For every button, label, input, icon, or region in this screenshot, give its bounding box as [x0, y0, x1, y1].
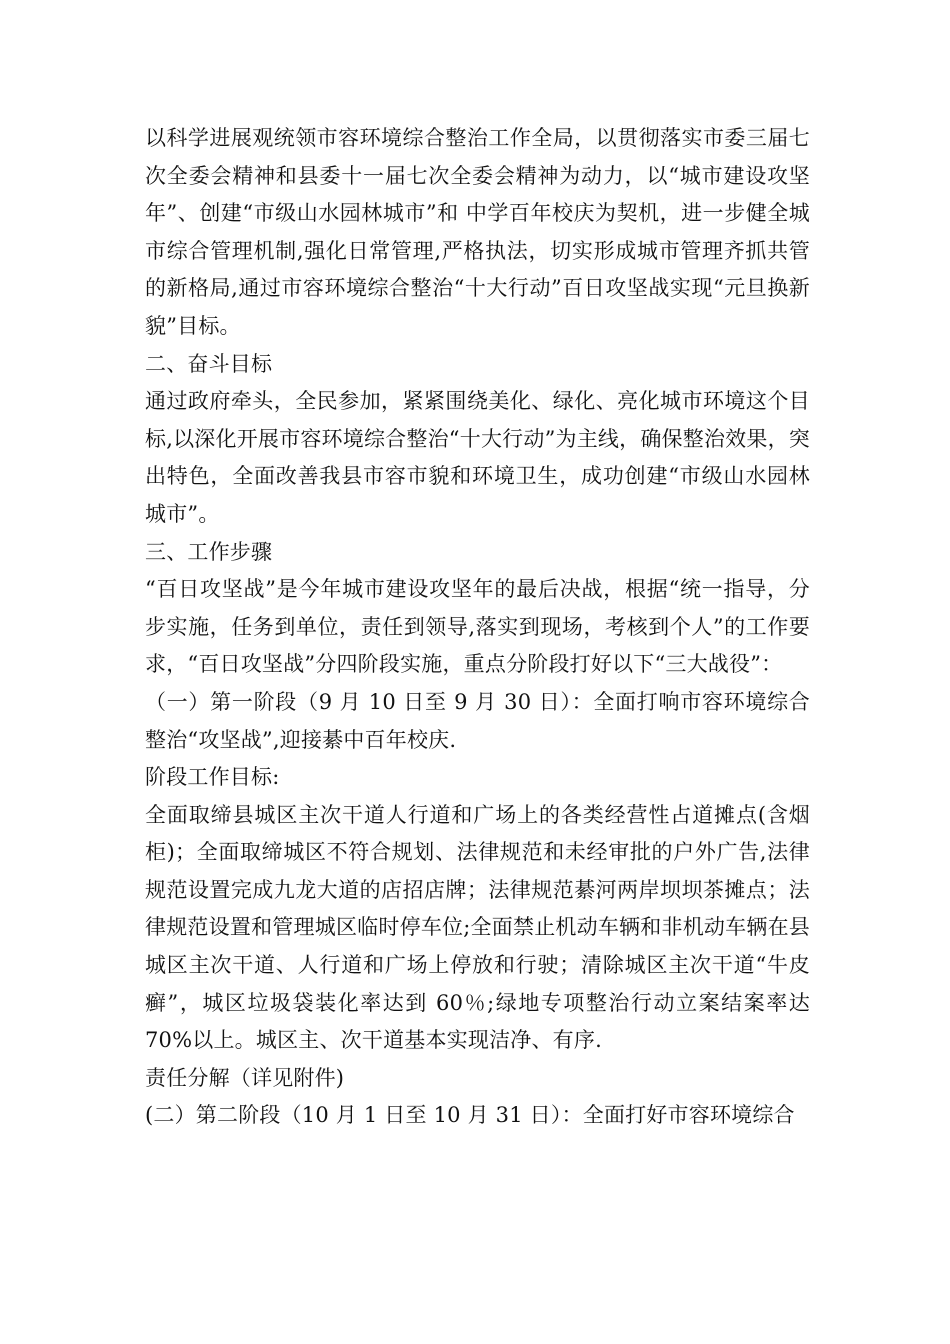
paragraph-phase-one: （一）第一阶段（9 月 10 日至 9 月 30 日）：全面打响市容环境综合整治“攻坚战”,迎接綦中百年校庆. [145, 689, 810, 752]
paragraph-phase-goals: 全面取缔县城区主次干道人行道和广场上的各类经营性占道摊点(含烟柜)；全面取缔城区不符合规划、法律规范和未经审批的户外广告,法律规范设置完成九龙大道的店招店牌；法律规范綦河两岸坝坝茶摊点；法律规范设置和管理城区临时停车位;全面禁止机动车辆和非机动车辆在县城区主次干道、人行道和广场上停放和行驶；清除城区主次干道“牛皮癣”，城区垃圾袋装化率达到 60％;绿地专项整治行动立案结案率达 70%以上。城区主、次干道基本实现洁净、有序. [145, 802, 810, 1053]
paragraph-phase-two: (二）第二阶段（10 月 1 日至 10 月 31 日）：全面打好市容环境综合 [145, 1103, 795, 1128]
paragraph-responsibility: 责任分解（详见附件) [145, 1065, 345, 1090]
heading-steps: 三、工作步骤 [145, 539, 273, 564]
document-body [145, 120, 810, 1135]
heading-phase-goals: 阶段工作目标: [145, 765, 280, 790]
paragraph-intro: 以科学进展观统领市容环境综合整治工作全局，以贯彻落实市委三届七次全委会精神和县委十一届七次全委会精神为动力，以“城市建设攻坚年”、创建“市级山水园林城市”和 中学百年校庆为契机，进一步健全城市综合管理机制,强化日常管理,严格执法，切实形成城市管理齐抓共管的新格局,通过市容环境综合整治“十大行动”百日攻坚战实现“元旦换新貌”目标。 [145, 126, 810, 338]
paragraph-goals: 通过政府牵头，全民参加，紧紧围绕美化、绿化、亮化城市环境这个目标,以深化开展市容环境综合整治“十大行动”为主线，确保整治效果，突出特色，全面改善我县市容市貌和环境卫生，成功创建“市级山水园林城市”。 [145, 389, 810, 526]
paragraph-steps: “百日攻坚战”是今年城市建设攻坚年的最后决战，根据“统一指导，分步实施，任务到单位，责任到领导,落实到现场，考核到个人”的工作要求，“百日攻坚战”分四阶段实施，重点分阶段打好以下“三大战役”： [145, 577, 810, 677]
heading-goals: 二、奋斗目标 [145, 351, 273, 376]
